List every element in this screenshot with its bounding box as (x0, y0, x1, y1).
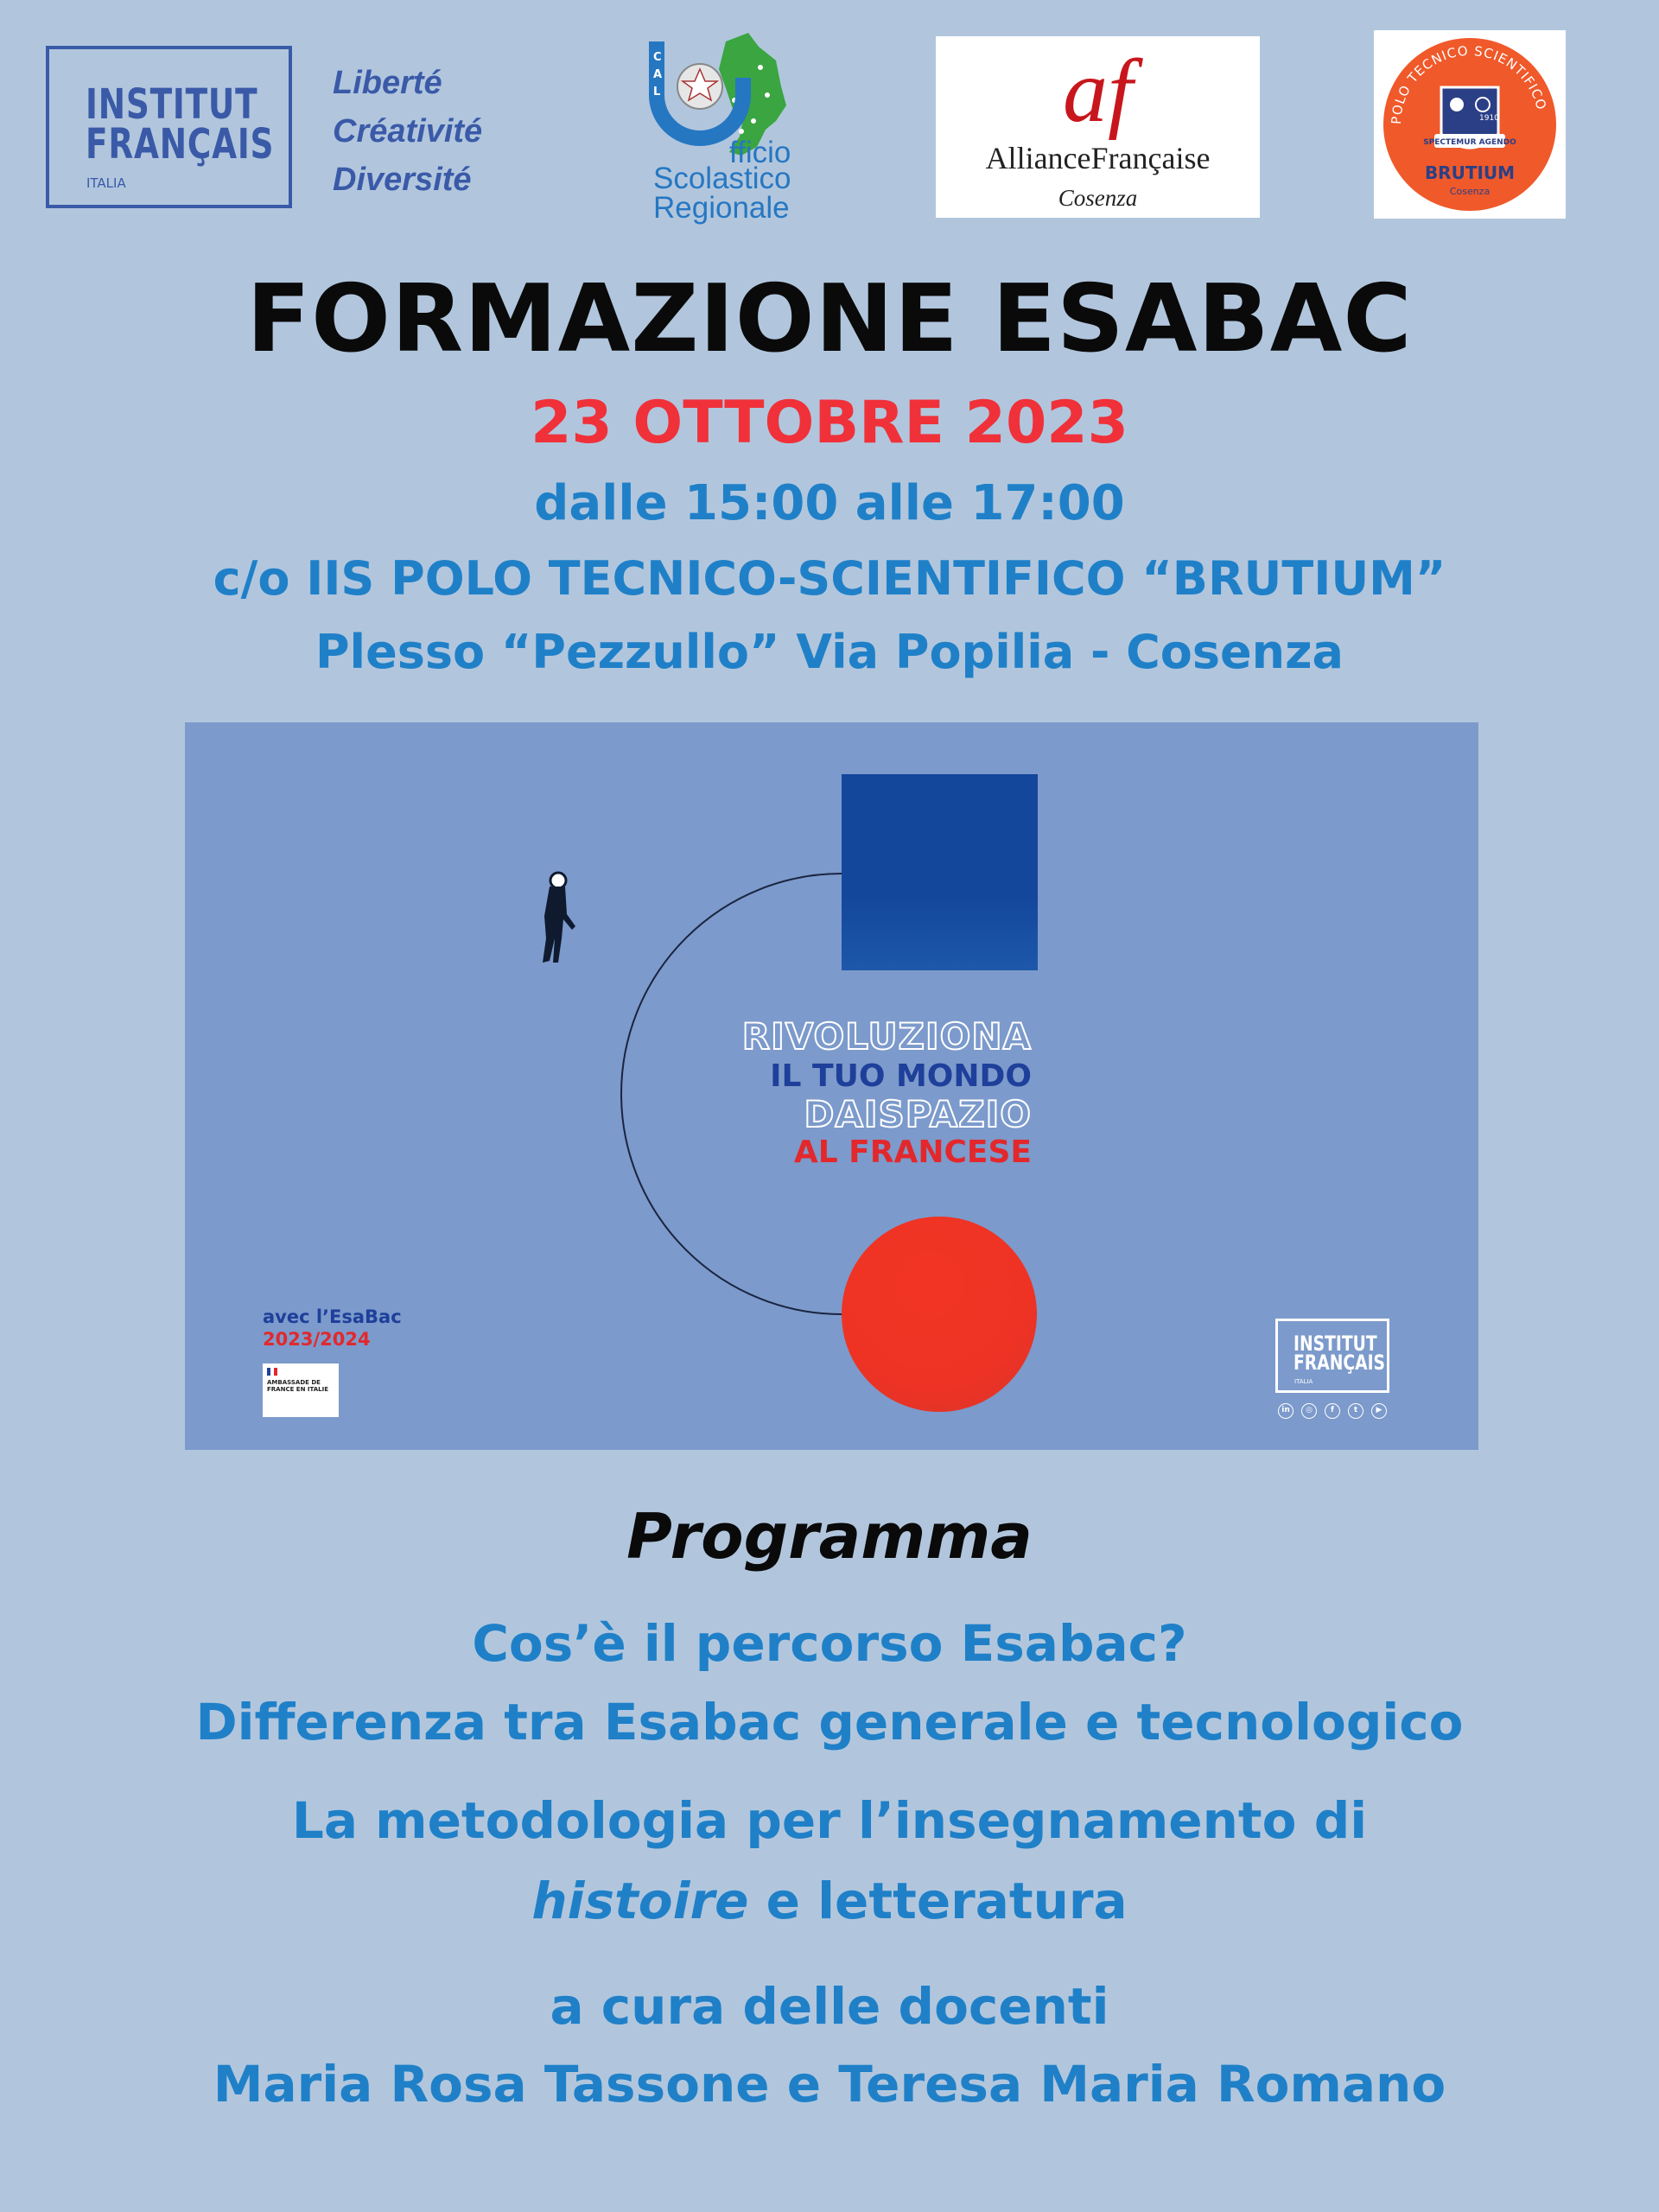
slogan-line-2: IL TUO MONDO (770, 1058, 1032, 1094)
brutium-year: 1910 (1479, 114, 1499, 123)
small-francais-word: FRANÇAIS (1294, 1351, 1386, 1375)
program-heading: Programma (626, 1500, 1033, 1573)
institut-motto (333, 59, 531, 204)
institut-francais-logo (46, 46, 292, 208)
ufficio-scolastico-logo (646, 26, 819, 225)
french-flag-icon (267, 1368, 277, 1376)
event-time: dalle 15:00 alle 17:00 (534, 475, 1125, 531)
svg-text:A: A (653, 68, 663, 81)
social-icons (1278, 1403, 1399, 1422)
institut-word: INSTITUT (86, 80, 258, 129)
ufficio-line-2: Scolastico (653, 162, 791, 195)
youtube-icon: ▶ (1371, 1403, 1387, 1419)
program-line-5: a cura delle docenti (550, 1977, 1109, 2036)
ufficio-line-1: fficio (729, 136, 791, 169)
motto-line-3: Diversité (333, 162, 472, 198)
ambassade-logo (263, 1363, 339, 1417)
avec-esabac: avec l’EsaBac (263, 1306, 402, 1327)
slogan-line-3: DAISPAZIO (804, 1093, 1032, 1135)
facebook-icon: f (1325, 1403, 1340, 1419)
ufficio-line-3: Regionale (653, 191, 790, 225)
af-monogram: af (1063, 41, 1133, 141)
slogan-line-1: RIVOLUZIONA (741, 1015, 1032, 1058)
instagram-icon: ◎ (1301, 1403, 1317, 1419)
event-title: FORMAZIONE ESABAC (246, 265, 1413, 373)
linkedin-icon: in (1278, 1403, 1294, 1419)
motto-line-2: Créativité (333, 113, 483, 149)
af-name: AllianceFrançaise (985, 141, 1211, 175)
svg-text:L: L (653, 86, 661, 99)
program-line-4-rest: e letteratura (748, 1872, 1128, 1930)
program-line-1: Cos’è il percorso Esabac? (472, 1614, 1187, 1673)
astronaut-icon (543, 873, 575, 963)
motto-line-1: Liberté (333, 65, 442, 101)
red-circle (842, 1217, 1037, 1412)
brutium-logo (1374, 30, 1566, 219)
small-institut-word: INSTITUT (1294, 1332, 1377, 1356)
institut-francais-small-logo (1275, 1319, 1389, 1393)
francais-word: FRANÇAIS (86, 120, 275, 168)
alliance-francaise-logo (936, 36, 1260, 218)
slogan-line-4: AL FRANCESE (793, 1135, 1032, 1170)
blue-square (842, 774, 1038, 970)
ufficio-scolastico-text (653, 136, 791, 225)
brutium-motto: SPECTEMUR AGENDO (1423, 138, 1516, 147)
svg-text:C: C (653, 51, 662, 64)
brutium-seal-icon (1374, 30, 1566, 219)
event-address: Plesso “Pezzullo” Via Popilia - Cosenza (315, 625, 1344, 679)
histoire-word: histoire (531, 1872, 749, 1930)
esabac-banner-image (185, 722, 1478, 1450)
esabac-year: 2023/2024 (263, 1329, 371, 1350)
program-line-4 (0, 1866, 1659, 1936)
brutium-ring-text: POLO TECNICO SCIENTIFICO (1388, 42, 1550, 125)
event-date: 23 OTTOBRE 2023 (531, 389, 1128, 457)
program-line-2: Differenza tra Esabac generale e tecnologico (195, 1693, 1464, 1751)
af-city: Cosenza (1058, 185, 1138, 211)
program-line-3: La metodologia per l’insegnamento di (291, 1791, 1368, 1850)
small-country: ITALIA (1294, 1378, 1313, 1385)
program-teachers: Maria Rosa Tassone e Teresa Maria Romano (213, 2055, 1446, 2113)
brutium-name: BRUTIUM (1424, 162, 1516, 183)
event-venue: c/o IIS POLO TECNICO-SCIENTIFICO “BRUTIUM” (213, 551, 1446, 606)
institut-country: ITALIA (86, 175, 126, 191)
twitter-icon: t (1348, 1403, 1363, 1419)
brutium-city: Cosenza (1449, 186, 1491, 197)
ambassade-text: AMBASSADE DE FRANCE EN ITALIE (267, 1379, 328, 1393)
